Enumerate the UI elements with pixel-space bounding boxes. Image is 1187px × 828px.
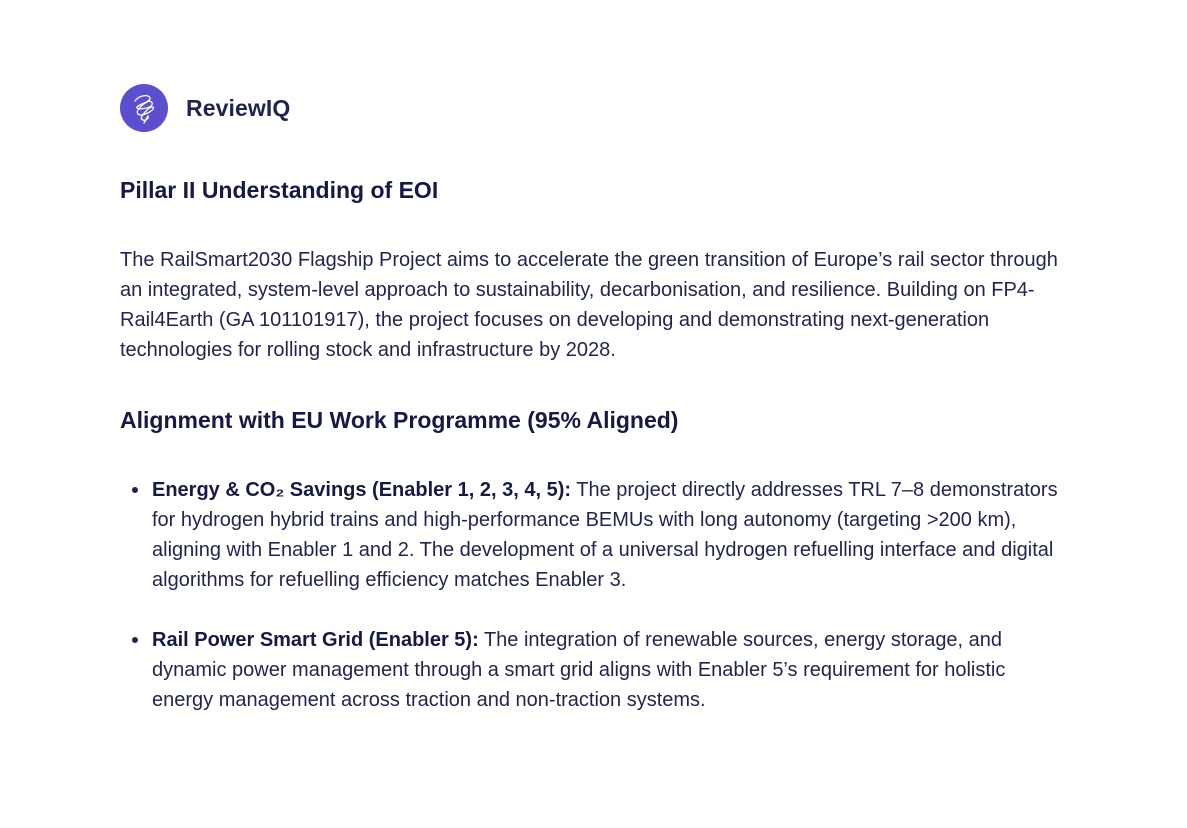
list-item-text: The integration of renewable sources, energy storage, and dynamic power management through a smart grid aligns with Enabler 5’s requirement for holistic energy management across traction and non-traction systems. — [152, 629, 1006, 711]
brand-header — [120, 84, 1060, 132]
list-item-heading: Rail Power Smart Grid (Enabler 5): — [152, 629, 479, 651]
alignment-list — [120, 475, 1060, 715]
list-item — [152, 625, 1060, 715]
intro-paragraph: The RailSmart2030 Flagship Project aims to accelerate the green transition of Europe’s rail sector through an integrated, system-level approach to sustainability, decarbonisation, and resilience. Building on FP4-Rail4Earth (GA 101101917), the project focuses on developing and demonstrating next-generation technologies for rolling stock and infrastructure by 2028. — [120, 249, 1058, 361]
bullet-icon — [132, 487, 138, 493]
document-page — [120, 84, 1060, 745]
section-heading-understanding: Pillar II Understanding of EOI — [120, 177, 439, 203]
list-item-text: The project directly addresses TRL 7–8 demonstrators for hydrogen hybrid trains and high-performance BEMUs with long autonomy (targeting >200 km), aligning with Enabler 1 and 2. The development of a universal hydrogen refuelling interface and digital algorithms for refuelling efficiency matches Enabler 3. — [152, 479, 1058, 591]
list-item-heading: Energy & CO₂ Savings (Enabler 1, 2, 3, 4, 5): — [152, 479, 572, 501]
brand-name: ReviewIQ — [186, 94, 291, 121]
spiral-scribble-icon — [120, 84, 168, 132]
bullet-icon — [132, 637, 138, 643]
section-heading-alignment: Alignment with EU Work Programme (95% Aligned) — [120, 407, 679, 433]
list-item — [152, 475, 1060, 595]
